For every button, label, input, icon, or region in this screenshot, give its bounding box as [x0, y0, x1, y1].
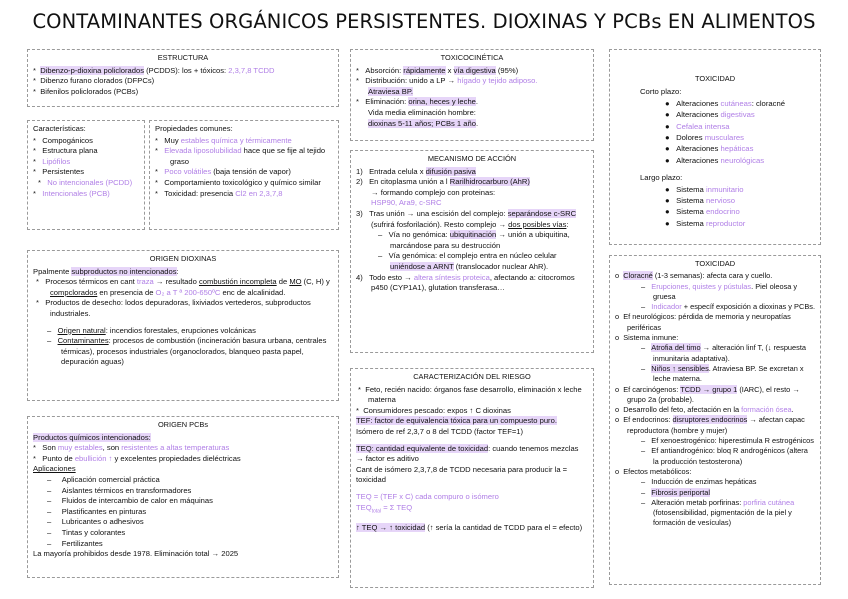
teq-def: TEQ: cantidad equivalente de toxicidad: cuando tenemos mezclas → factor es aditivo — [356, 443, 579, 464]
page-title: CONTAMINANTES ORGÁNICOS PERSISTENTES. DIOXINAS Y PCBs EN ALIMENTOS — [32, 10, 816, 33]
list-item: * Lipófilos — [33, 156, 71, 166]
list-item: – Ef antiandrogénico: bloq R androgénicos (altera la producción testosterona) — [641, 446, 808, 466]
list-item: * Punto de ebullición ↑ y excelentes propiedades dieléctricas — [33, 453, 241, 463]
list-item: * Procesos térmicos en cant traza → resultado combustión incompleta de MO (C, H) y compclorados en presencia de O₂ a T ª 200-650ºC enc de alcalinidad. — [36, 277, 330, 297]
list-item: * Intencionales (PCB) — [33, 188, 110, 198]
list-item: * Muy estables química y térmicamente — [155, 135, 292, 145]
list-item: * Distribución: unido a LP → hígado y tejido adiposo. — [356, 76, 538, 86]
toxicidad-plazo-box — [609, 49, 821, 245]
list-item: o Sistema inmune: — [615, 333, 679, 343]
list-item: – Fibrosis periportal — [641, 487, 711, 497]
footer-note: La mayoría prohibidos desde 1978. Eliminación total → 2025 — [33, 549, 239, 559]
estructura-box — [27, 49, 339, 107]
list-item: – Inducción de enzimas hepáticas — [641, 477, 757, 487]
tef-def: TEF: factor de equivalencia tóxica para un compuesto puro. — [356, 416, 557, 426]
aplicaciones-label: Aplicaciones — [33, 464, 76, 474]
list-item: HSP90, Ara9, c-SRC — [371, 198, 442, 208]
list-item: – Fluidos de intercambio de calor en máquinas — [47, 496, 213, 506]
lead-text: Productos químicos intencionados: — [33, 432, 151, 442]
corto-plazo-label: Corto plazo: — [640, 87, 682, 97]
list-item: * Son muy estables, son resistentes a altas temperaturas — [33, 443, 230, 453]
list-item: * Eliminación: orina, heces y leche. — [356, 97, 479, 107]
list-item: – Tintas y colorantes — [47, 527, 126, 537]
list-item: – Erupciones, quistes y pústulas. Piel oleosa y gruesa — [641, 281, 798, 301]
list-item: * Dibenzo-p-dioxina policlorados (PCDDS): los + tóxicos: 2,3,7,8 TCDD — [33, 65, 275, 75]
list-item: – Atrofia del timo → alteración linf T, (↓ respuesta inmunitaria adaptativa). — [641, 343, 807, 363]
list-item: – Vía genómica: el complejo entra en núcleo celular uniéndose a ARNT (translocador nuclear AhR). — [378, 251, 557, 271]
list-item: ● Alteraciones hepáticas — [665, 144, 754, 154]
list-item: – Niños ↑ sensibles. Atraviesa BP. Se excretan x leche materna. — [641, 363, 804, 384]
list-item: * Toxicidad: presencia Cl2 en 2,3,7,8 — [155, 188, 283, 198]
lead-text: Ppalmente subproductos no intencionados: — [33, 266, 179, 276]
origen-dioxinas-heading: ORIGEN DIOXINAS — [149, 254, 217, 263]
list-item: – Ef xenoestrogénico: hiperestimula R estrogénicos — [641, 436, 814, 446]
list-item: * Compogánicos — [33, 135, 93, 145]
list-item: * Elevada liposolubilidad hace que se fije al tejido graso — [155, 146, 326, 166]
list-item: o Ef carcinógenos: TCDD → grupo 1 (IARC), el resto → grupo 2a (probable). — [615, 384, 800, 404]
list-item: 4) Todo esto → altera síntesis proteica, afectando a: citocromos p450 (CYP1A1), glutation transferasa… — [356, 272, 575, 293]
list-item: o Ef neurológicos: pérdida de memoria y neuropatías periféricas — [615, 312, 791, 332]
list-item: ● Sistema nervioso — [665, 196, 736, 206]
list-item: * Productos de desecho: lodos depuradoras, lixiviados vertederos, subproductos industriales. — [36, 298, 311, 318]
toxicidad-plazo-heading: TOXICIDAD — [694, 74, 736, 83]
list-item: * Estructura plana — [33, 146, 98, 156]
list-item: – Indicador + específ exposición a dioxinas y PCBs. — [641, 302, 815, 312]
list-item: – Lubricantes o adhesivos — [47, 517, 144, 527]
propiedades-box — [149, 120, 339, 230]
list-item: – Contaminantes: procesos de combustión (incineración basura urbana, centrales térmicas), procesos industriales (organoclorados, blanqueo pasta papel, depuración aguas) — [47, 336, 327, 367]
toxicocinetica-box — [350, 49, 594, 141]
list-item: – Plastificantes en pinturas — [47, 506, 147, 516]
list-item: * Bifenilos policlorados (PCBs) — [33, 86, 139, 96]
formula-teq-total: $TEQ_{total} = \Sigma$ TEQ — [356, 502, 413, 515]
formula-teq: TEQ = (TEF x C) cada compuro o isómero — [356, 491, 499, 501]
toxicidad-efectos-box — [609, 255, 821, 585]
list-item: ● Alteraciones digestivas — [665, 110, 755, 120]
riesgo-box — [350, 368, 594, 588]
list-item: o Efectos metabólicos: — [615, 466, 692, 476]
list-item: ● Sistema reproductor — [665, 218, 746, 228]
list-item: Atraviesa BP. — [368, 86, 414, 96]
list-item: 2) En citoplasma unión a l Rarilhidrocarburo (AhR) — [356, 177, 530, 187]
list-item: * Comportamiento toxicológico y químico similar — [155, 177, 321, 187]
list-item: * Absorción: rápidamente x vía digestiva (95%) — [356, 65, 519, 75]
caracteristicas-box — [27, 120, 145, 230]
list-item: ● Dolores musculares — [665, 133, 745, 143]
list-item: * Dibenzo furano clorados (DFPCs) — [33, 76, 155, 86]
caracteristicas-heading: Características: — [33, 124, 86, 133]
list-item: * Persistentes — [33, 167, 85, 177]
list-item: → formando complejo con proteinas: — [371, 187, 496, 197]
teq-conclusion: ↑ TEQ → ↑ toxicidad (↑ sería la cantidad de TCDD para el = efecto) — [356, 522, 583, 532]
list-item: – Vía no genómica: ubiquitinación → unión a ubiquitina, marcándose para su destrucción — [378, 230, 570, 250]
list-item: ● Alteraciones neurológicas — [665, 155, 765, 165]
list-item: – Alteración metab porfirinas: porfiria cutánea (fotosensibilidad, pigmentación de la piel y formación de vesículas) — [641, 497, 795, 528]
origen-pcbs-box — [27, 416, 339, 578]
list-item: ● Sistema endocrino — [665, 207, 740, 217]
origen-pcbs-heading: ORIGEN PCBs — [157, 420, 209, 429]
list-item: * Poco volátiles (baja tensión de vapor) — [155, 167, 291, 177]
list-item: – Fertilizantes — [47, 538, 103, 548]
list-item: o Desarrollo del feto, afectación en la formación ósea. — [615, 405, 794, 415]
list-item: * Consumidores pescado: expos ↑ C dioxinas — [356, 405, 511, 415]
list-item: Vida media eliminación hombre: — [368, 107, 476, 117]
toxicidad-efectos-heading: TOXICIDAD — [694, 259, 736, 268]
mecanismo-box — [350, 150, 594, 353]
list-item: * Feto, recién nacido: órganos fase desarrollo, eliminación x leche materna — [358, 384, 582, 405]
tef-note: Isómero de ref 2,3,7 o 8 del TCDD (factor TEF=1) — [356, 426, 524, 436]
list-item: o Ef endocrinos: disruptores endocrinos → afectan capac reproductora (hombre y mujer) — [615, 415, 805, 435]
list-item: ● Sistema inmunitario — [665, 184, 744, 194]
list-item: * No intencionales (PCDD) — [38, 177, 133, 187]
largo-plazo-label: Largo plazo: — [640, 173, 683, 183]
list-item: ● Alteraciones cutáneas: cloracné — [665, 98, 786, 108]
list-item: – Aislantes térmicos en transformadores — [47, 485, 192, 495]
list-item: dioxinas 5-11 años; PCBs 1 año. — [368, 118, 479, 128]
list-item: 1) Entrada celula x difusión pasiva — [356, 166, 476, 176]
riesgo-heading: CARACTERIZACIÓN DEL RIESGO — [413, 372, 531, 381]
list-item: 3) Tras unión → una escisión del complejo: separándose c-SRC (sufrirá fosforilación). Resto complejo → dos posibles vías: — [356, 208, 577, 229]
propiedades-heading: Propiedades comunes: — [155, 124, 233, 133]
list-item: o Cloracné (1-3 semanas): afecta cara y cuello. — [615, 271, 773, 281]
list-item: – Origen natural: incendios forestales, erupciones volcánicas — [47, 325, 256, 335]
mecanismo-heading: MECANISMO DE ACCIÓN — [427, 154, 517, 163]
toxicocinetica-heading: TOXICOCINÉTICA — [440, 53, 504, 62]
estructura-heading: ESTRUCTURA — [157, 53, 209, 62]
origen-dioxinas-box — [27, 250, 339, 401]
list-item: – Aplicación comercial práctica — [47, 474, 160, 484]
list-item: ● Cefalea intensa — [665, 121, 730, 131]
teq-note: Cant de isómero 2,3,7,8 de TCDD necesaria para producir la = toxicidad — [356, 464, 568, 485]
